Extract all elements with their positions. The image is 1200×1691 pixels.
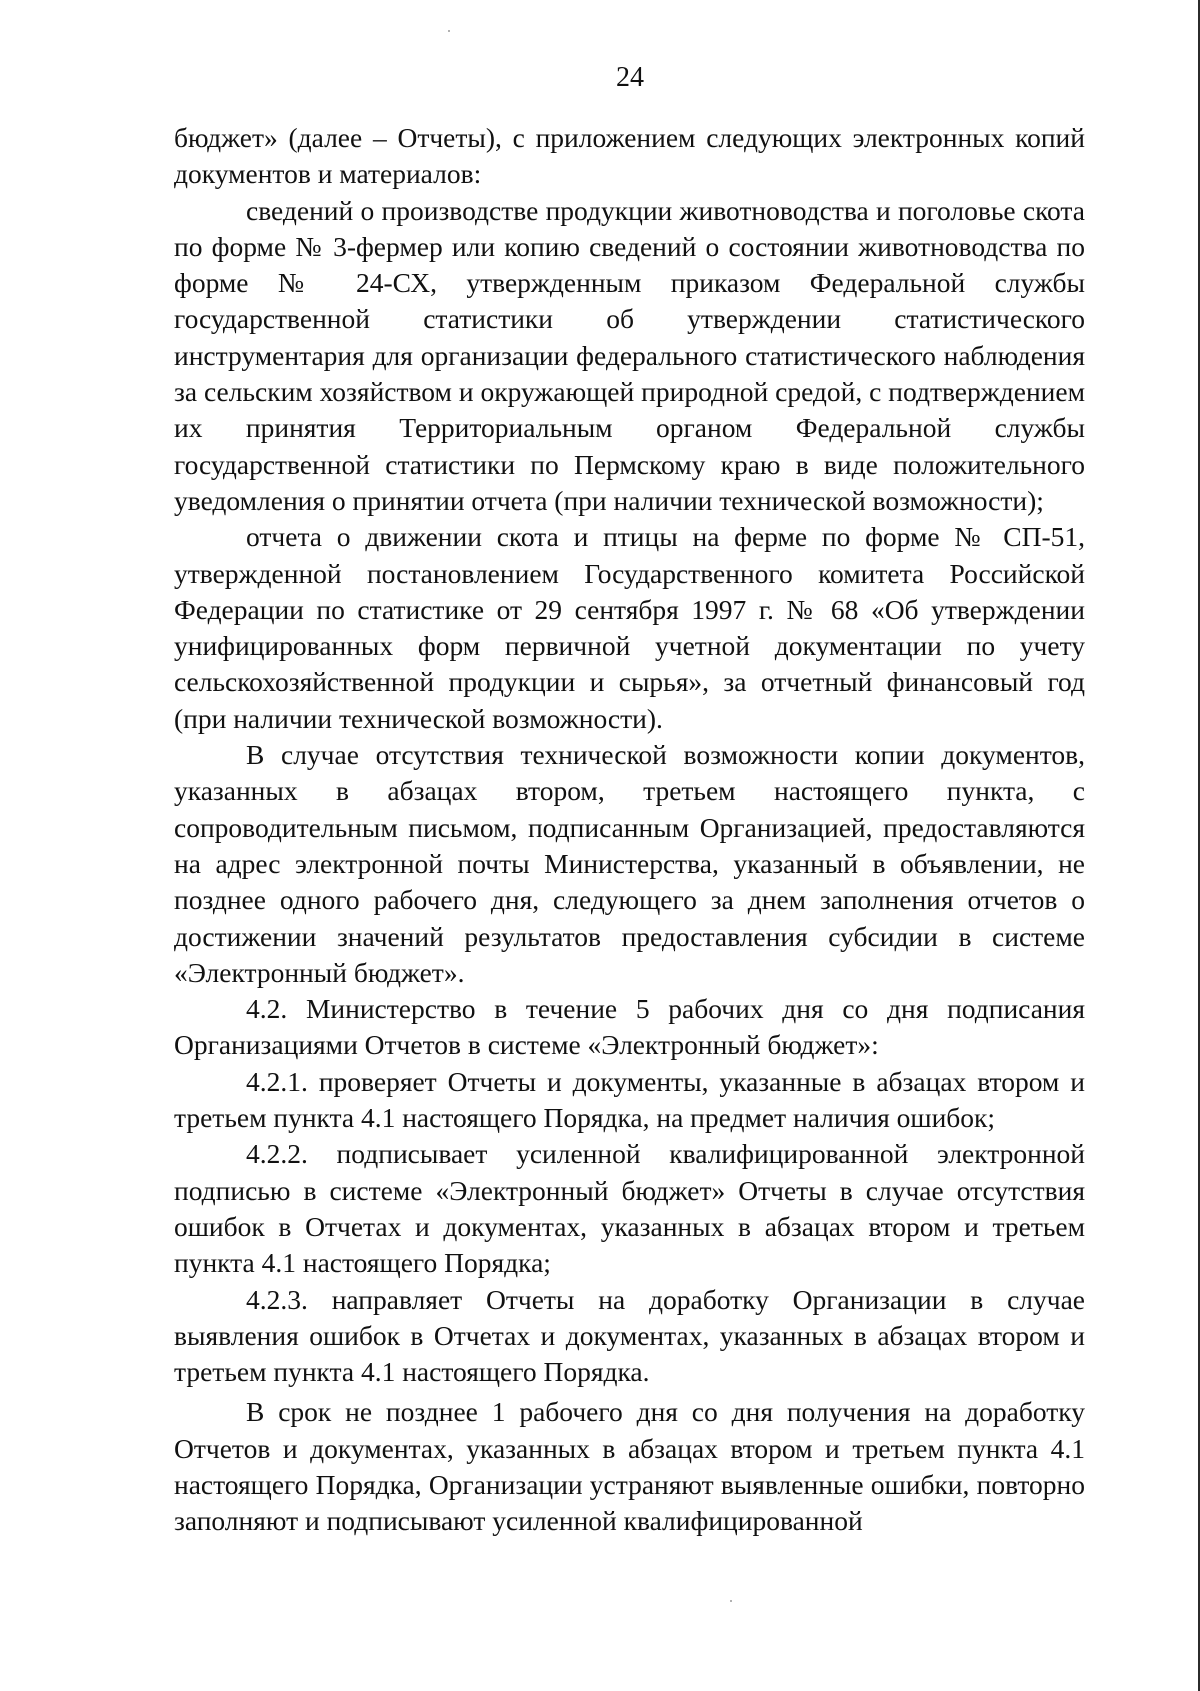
scan-speck [730,1600,732,1602]
paragraph-8: 4.2.3. направляет Отчеты на доработку Организации в случае выявления ошибок в Отчетах и документах, указанных в абзацах втором и третьем пункта 4.1 настоящего Порядка. [174,1283,1085,1388]
paragraph-2: сведений о производстве продукции животноводства и поголовье скота по форме № 3-фермер или копию сведений о состоянии животноводства по форме № 24-СХ, утвержденным приказом Федеральной службы государственной статистики об утверждении статистического инструментария для организации федерального статистического наблюдения за сельским хозяйством и окружающей природной средой, с подтверждением их принятия Территориальным органом Федеральной службы государственной статистики по Пермскому краю в виде положительного уведомления о принятии отчета (при наличии технической возможности); [174,194,1085,516]
paragraph-7: 4.2.2. подписывает усиленной квалифицированной электронной подписью в системе «Электронный бюджет» Отчеты в случае отсутствия ошибок в Отчетах и документах, указанных в абзацах втором и третьем пункта 4.1 настоящего Порядка; [174,1138,1085,1279]
paragraph-1: бюджет» (далее – Отчеты), с приложением следующих электронных копий документов и материалов: [174,122,1085,190]
paragraph-6: 4.2.1. проверяет Отчеты и документы, указанные в абзацах втором и третьем пункта 4.1 настоящего Порядка, на предмет наличия ошибок; [174,1065,1085,1134]
paragraph-5: 4.2. Министерство в течение 5 рабочих дня со дня подписания Организациями Отчетов в системе «Электронный бюджет»: [174,993,1085,1061]
paragraph-3: отчета о движении скота и птицы на ферме по форме № СП-51, утвержденной постановлением Государственного комитета Российской Федерации по статистике от 29 сентября 1997 г. № 68 «Об утверждении унифицированных форм первичной учетной документации по учету сельскохозяйственной продукции и сырья», за отчетный финансовый год (при наличии технической возможности). [174,521,1085,734]
document-body [174,120,1085,1540]
paragraph-4: В случае отсутствия технической возможности копии документов, указанных в абзацах втором, третьем настоящего пункта, с сопроводительным письмом, подписанным Организацией, предоставляются на адрес электронной почты Министерства, указанный в объявлении, не позднее одного рабочего дня, следующего за днем заполнения отчетов о достижении значений результатов предоставления субсидии в системе «Электронный бюджет». [174,739,1085,988]
scan-speck [448,30,450,32]
paragraph-9: В срок не позднее 1 рабочего дня со дня получения на доработку Отчетов и документах, указанных в абзацах втором и третьем пункта 4.1 настоящего Порядка, Организации устраняют выявленные ошибки, повторно заполняют и подписывают усиленной квалифицированной [174,1396,1085,1537]
page-number: 24 [616,62,644,93]
